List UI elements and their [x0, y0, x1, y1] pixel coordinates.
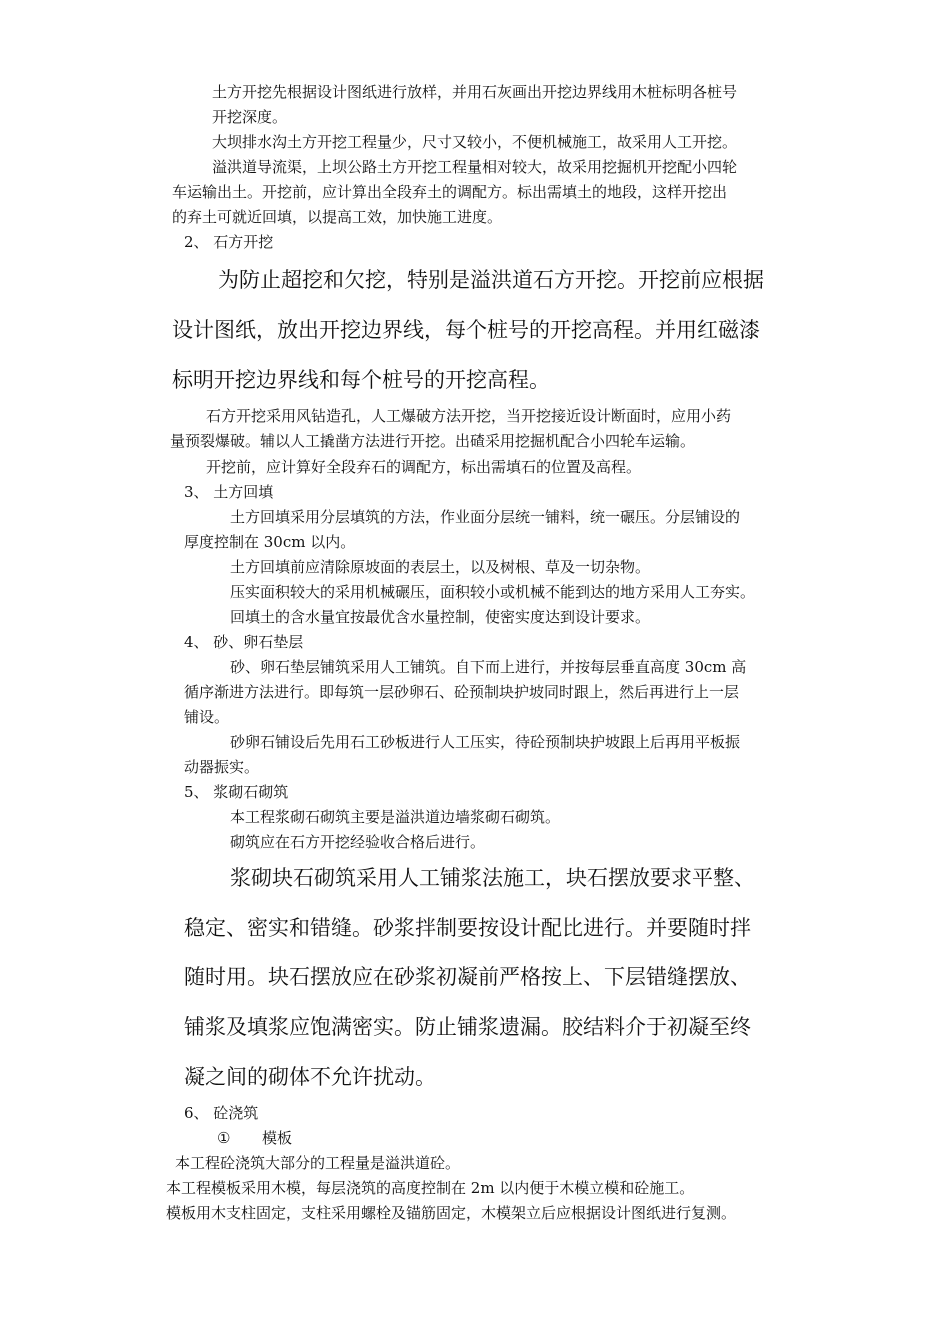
sec5-big-line2: 稳定、密实和错缝。砂浆拌制要按设计配比进行。并要随时拌 [184, 916, 751, 940]
sec2-big-line3: 标明开挖边界线和每个桩号的开挖高程。 [172, 368, 550, 392]
sec6-p3: 模板用木支柱固定，支柱采用螺栓及锚筋固定，木模架立后应根据设计图纸进行复测。 [166, 1204, 737, 1222]
sec5-p1: 本工程浆砌石砌筑主要是溢洪道边墙浆砌石砌筑。 [230, 808, 561, 826]
section-heading-5: 5、 浆砌石砌筑 [184, 783, 289, 801]
sec3-p1-line1: 土方回填采用分层填筑的方法，作业面分层统一铺料，统一碾压。分层铺设的 [230, 508, 741, 526]
sec2-p1-line1: 石方开挖采用风钻造孔，人工爆破方法开挖，当开挖接近设计断面时，应用小药 [206, 407, 732, 425]
sec3-p3: 压实面积较大的采用机械碾压，面积较小或机械不能到达的地方采用人工夯实。 [230, 583, 756, 601]
section-heading-2: 2、 石方开挖 [184, 233, 274, 251]
section-heading-3: 3、 土方回填 [184, 483, 274, 501]
sec5-big-line4: 铺浆及填浆应饱满密实。防止铺浆遗漏。胶结料介于初凝至终 [184, 1015, 751, 1039]
sec2-big-line2: 设计图纸，放出开挖边界线，每个桩号的开挖高程。并用红磁漆 [172, 318, 760, 342]
sec4-p2-line1: 砂卵石铺设后先用石工砂板进行人工压实，待砼预制块护坡跟上后再用平板振 [230, 733, 741, 751]
sec1-p2: 大坝排水沟土方开挖工程量少，尺寸又较小，不便机械施工，故采用人工开挖。 [212, 133, 738, 151]
subsection-title: 模板 [262, 1129, 293, 1147]
sec6-p1: 本工程砼浇筑大部分的工程量是溢洪道砼。 [175, 1154, 461, 1172]
sec1-p3-line2: 车运输出土。开挖前，应计算出全段弃土的调配方。标出需填土的地段，这样开挖出 [172, 183, 728, 201]
subsection-number: ① [217, 1129, 231, 1147]
section-heading-4: 4、 砂、卵石垫层 [184, 633, 304, 651]
sec5-big-line1: 浆砌块石砌筑采用人工铺浆法施工，块石摆放要求平整、 [230, 866, 755, 890]
sec6-p2: 本工程模板采用木模，每层浇筑的高度控制在 2m 以内便于木模立模和砼施工。 [166, 1179, 695, 1197]
sec4-p1-line1: 砂、卵石垫层铺筑采用人工铺筑。自下而上进行，并按每层垂直高度 30cm 高 [230, 658, 747, 676]
sec2-big-line1: 为防止超挖和欠挖，特别是溢洪道石方开挖。开挖前应根据 [218, 268, 764, 292]
sec4-p1-line2: 循序渐进方法进行。即每筑一层砂卵石、砼预制块护坡同时跟上，然后再进行上一层 [184, 683, 740, 701]
sec1-p1-line2: 开挖深度。 [212, 108, 288, 126]
sec5-big-line5: 凝之间的砌体不允许扰动。 [184, 1065, 436, 1089]
sec3-p4: 回填土的含水量宜按最优含水量控制，使密实度达到设计要求。 [230, 608, 651, 626]
sec1-p3-line3: 的弃土可就近回填，以提高工效，加快施工进度。 [172, 208, 503, 226]
sec1-p3-line1: 溢洪道导流渠，上坝公路土方开挖工程量相对较大，故采用挖掘机开挖配小四轮 [212, 158, 738, 176]
sec4-p1-line3: 铺设。 [184, 708, 230, 726]
sec2-p1-line2: 量预裂爆破。辅以人工撬凿方法进行开挖。出碴采用挖掘机配合小四轮车运输。 [170, 432, 696, 450]
sec5-big-line3: 随时用。块石摆放应在砂浆初凝前严格按上、下层错缝摆放、 [184, 965, 751, 989]
sec3-p2: 土方回填前应清除原坡面的表层土，以及树根、草及一切杂物。 [230, 558, 651, 576]
sec4-p2-line2: 动器振实。 [184, 758, 260, 776]
sec5-p2: 砌筑应在石方开挖经验收合格后进行。 [230, 833, 486, 851]
section-heading-6: 6、 砼浇筑 [184, 1104, 259, 1122]
sec1-p1-line1: 土方开挖先根据设计图纸进行放样，并用石灰画出开挖边界线用木桩标明各桩号 [212, 83, 738, 101]
sec2-p2: 开挖前，应计算好全段弃石的调配方，标出需填石的位置及高程。 [206, 458, 642, 476]
sec3-p1-line2: 厚度控制在 30cm 以内。 [184, 533, 356, 551]
